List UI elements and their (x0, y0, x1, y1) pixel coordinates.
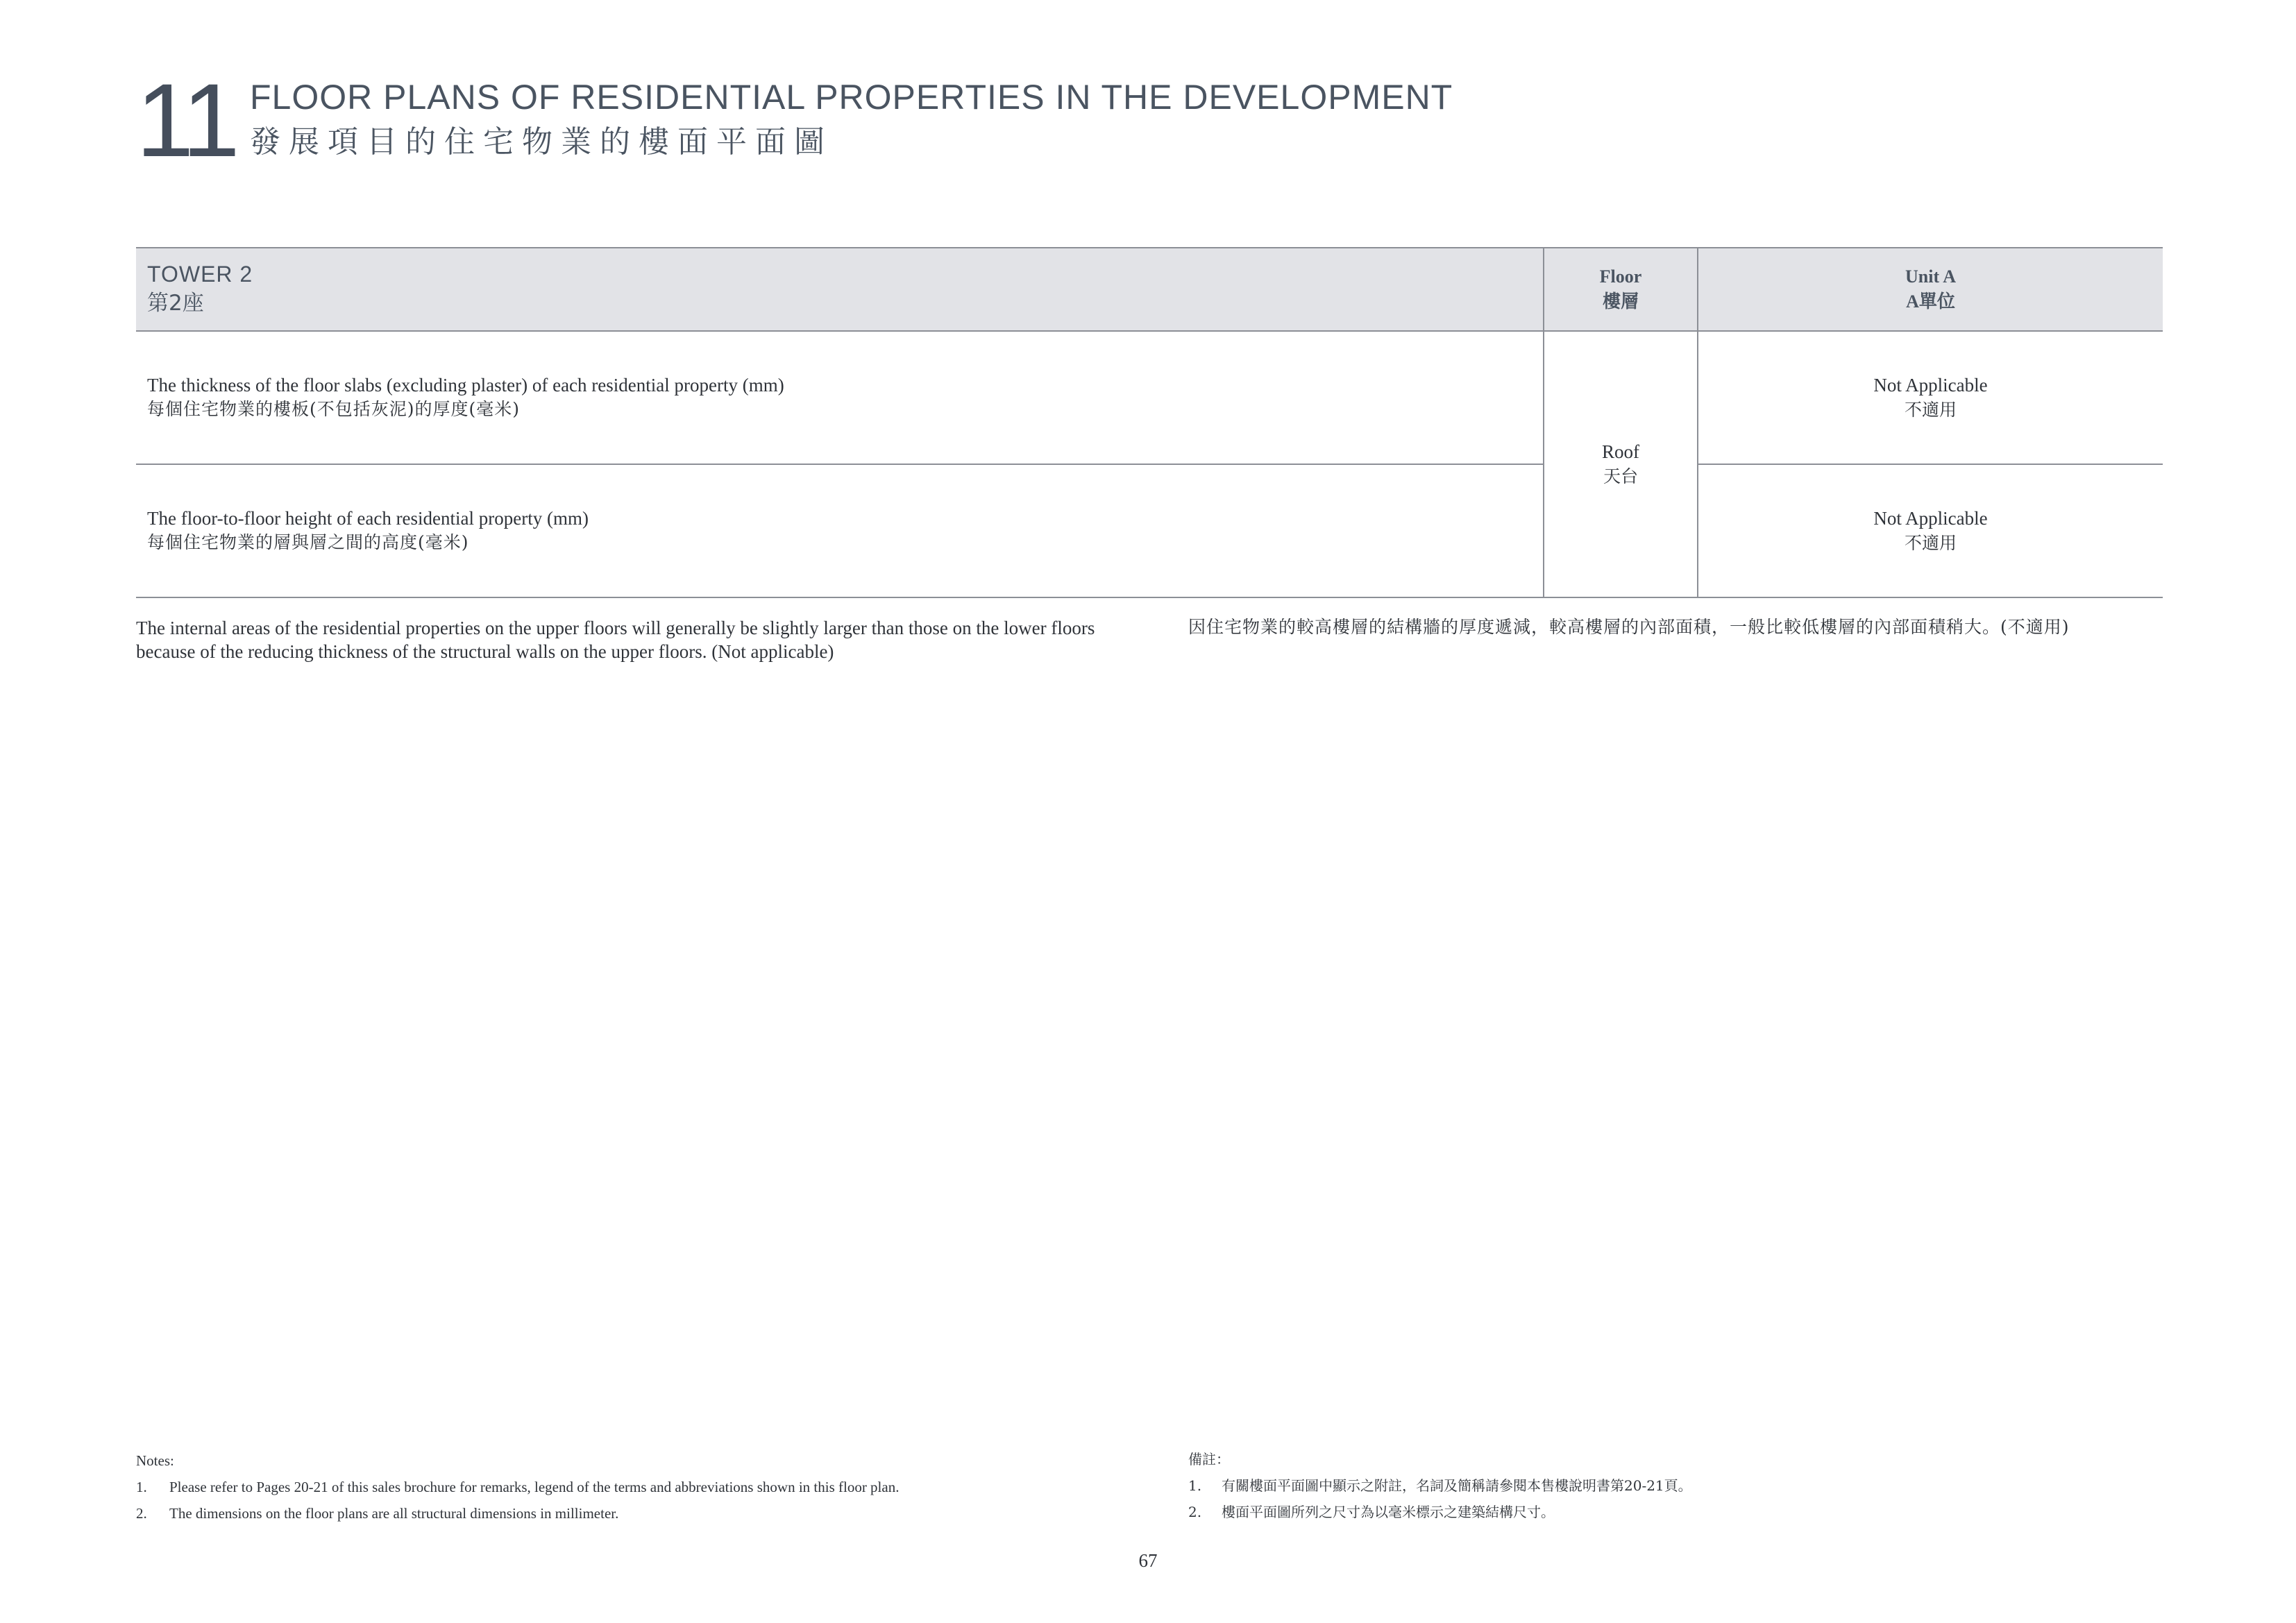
notes-zh (1188, 1446, 2163, 1525)
table-header-row (136, 248, 2163, 331)
note-text: 樓面平面圖所列之尺寸為以毫米標示之建築結構尺寸。 (1222, 1504, 1555, 1520)
note-text: 有關樓面平面圖中顯示之附註，名詞及簡稱請參閱本售樓說明書第20-21頁。 (1222, 1477, 1692, 1494)
slab-thickness-value-zh: 不適用 (1904, 400, 1957, 420)
table-row (136, 331, 2163, 464)
unit-header-cell (1698, 248, 2163, 331)
list-item (136, 1474, 1136, 1500)
floor-value-en: Roof (1602, 441, 1639, 462)
slab-thickness-label-zh: 每個住宅物業的樓板(不包括灰泥)的厚度(毫米) (147, 399, 521, 419)
row-label-cell (136, 331, 1544, 464)
note-number: 2. (1188, 1504, 1202, 1520)
notes-en (136, 1447, 1136, 1527)
table-row (136, 464, 2163, 597)
internal-area-note-en: The internal areas of the residential properties on the upper floors will generally be slightly larger than those on the lower floors because of the reducing thickness of the structural walls on the upper floors. (Not applicable) (136, 618, 1095, 662)
page-number: 67 (1138, 1550, 1158, 1571)
floor-height-value-en: Not Applicable (1873, 508, 1988, 529)
internal-area-note-zh: 因住宅物業的較高樓層的結構牆的厚度遞減，較高樓層的內部面積，一般比較低樓層的內部面積稍大。(不適用) (1188, 617, 2070, 637)
floor-height-value-zh: 不適用 (1904, 533, 1957, 553)
floor-height-label-zh: 每個住宅物業的層與層之間的高度(毫米) (147, 532, 469, 552)
unit-header-en: Unit A (1905, 266, 1956, 287)
tower-header-cell (136, 248, 1544, 331)
row-label-cell (136, 464, 1544, 597)
section-title-zh: 發展項目的住宅物業的樓面平面圖 (250, 124, 833, 160)
floor-header-zh: 樓層 (1602, 291, 1639, 312)
unit-header-zh: A單位 (1906, 291, 1955, 312)
section-title-en: FLOOR PLANS OF RESIDENTIAL PROPERTIES IN THE DEVELOPMENT (250, 78, 1453, 117)
slab-thickness-label-en: The thickness of the floor slabs (excluding plaster) of each residential property (mm) (147, 375, 784, 396)
tower-label-zh: 第2座 (147, 291, 204, 316)
note-text: Please refer to Pages 20-21 of this sales brochure for remarks, legend of the terms and abbreviations shown in this floor plan. (169, 1479, 900, 1495)
notes-title-en: Notes: (136, 1452, 174, 1469)
row-value-cell (1698, 331, 2163, 464)
note-text: The dimensions on the floor plans are all structural dimensions in millimeter. (169, 1505, 619, 1522)
floor-header-cell (1544, 248, 1698, 331)
notes-title-zh: 備註： (1188, 1451, 1230, 1468)
floor-height-label-en: The floor-to-floor height of each residential property (mm) (147, 508, 589, 529)
note-number: 2. (136, 1505, 147, 1522)
slab-thickness-value-en: Not Applicable (1873, 375, 1988, 396)
note-number: 1. (1188, 1477, 1202, 1494)
list-item (1188, 1472, 2163, 1499)
floor-header-en: Floor (1599, 266, 1642, 287)
section-number: 11 (136, 62, 236, 178)
row-value-cell (1698, 464, 2163, 597)
tower-label-en: TOWER 2 (147, 262, 253, 287)
floor-data-table (136, 247, 2163, 598)
floor-value-cell (1544, 331, 1698, 597)
floor-value-zh: 天台 (1603, 466, 1638, 486)
list-item (136, 1500, 1136, 1527)
note-number: 1. (136, 1479, 147, 1495)
list-item (1188, 1499, 2163, 1525)
